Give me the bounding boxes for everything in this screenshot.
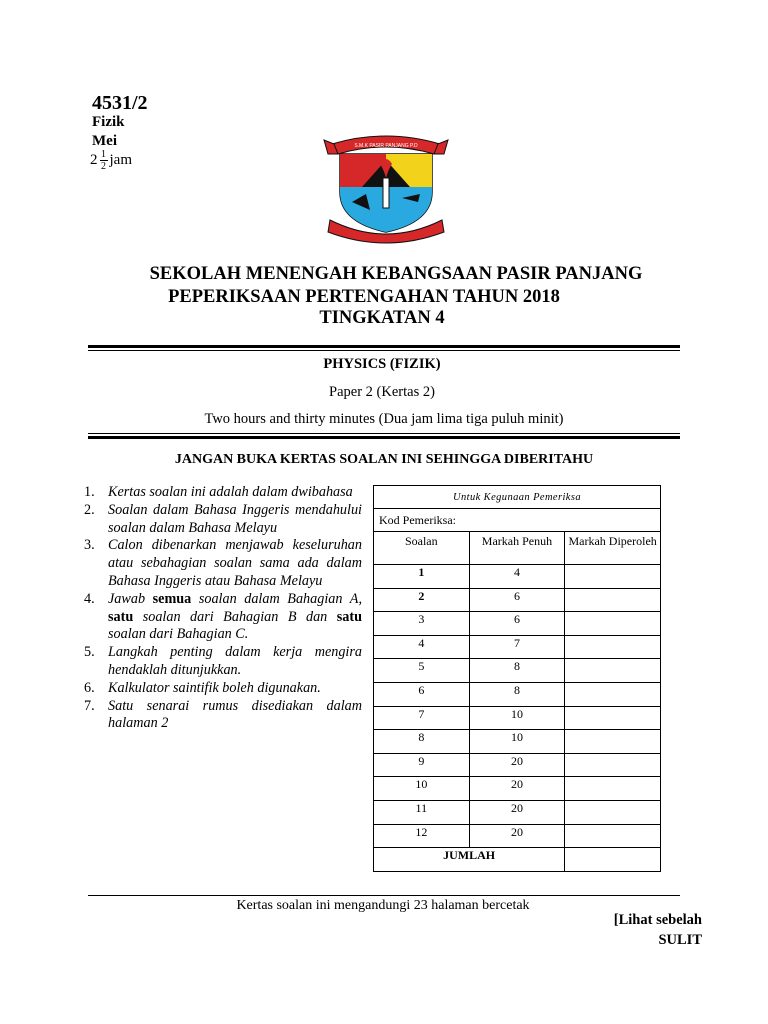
- marks-obtained-cell[interactable]: [565, 635, 661, 659]
- question-number-cell: 3: [374, 612, 470, 636]
- list-item: [84, 698, 362, 734]
- full-marks-cell: 6: [469, 612, 565, 636]
- question-number-cell: 11: [374, 800, 470, 824]
- total-marks-cell[interactable]: [565, 848, 661, 872]
- item-text-part: soalan dari Bahagian C.: [108, 626, 249, 643]
- warning-notice: JANGAN BUKA KERTAS SOALAN INI SEHINGGA DIBERITAHU: [174, 452, 594, 467]
- marks-obtained-cell[interactable]: [565, 565, 661, 589]
- page-count-note: Kertas soalan ini mengandungi 23 halaman bercetak: [236, 898, 530, 913]
- question-number-cell: 2: [374, 588, 470, 612]
- full-marks-cell: 20: [469, 824, 565, 848]
- duration-unit: jam: [109, 152, 132, 168]
- fraction-denominator: 2: [101, 161, 106, 172]
- list-item: [84, 591, 362, 644]
- question-number-cell: 7: [374, 706, 470, 730]
- table-row: [374, 565, 661, 589]
- full-marks-cell: 4: [469, 565, 565, 589]
- marks-obtained-cell[interactable]: [565, 612, 661, 636]
- item-text: Satu senarai rumus disediakan dalam halaman 2: [108, 697, 362, 732]
- table-caption: Untuk Kegunaan Pemeriksa: [374, 486, 661, 509]
- duration-whole: 2: [90, 152, 98, 168]
- question-number-cell: 12: [374, 824, 470, 848]
- full-marks-cell: 8: [469, 682, 565, 706]
- item-number: 7.: [84, 697, 95, 714]
- item-text: Kalkulator saintifik boleh digunakan.: [108, 679, 321, 696]
- item-number: 6.: [84, 679, 95, 696]
- school-name: SEKOLAH MENENGAH KEBANGSAAN PASIR PANJANG: [149, 264, 643, 284]
- question-number-cell: 9: [374, 753, 470, 777]
- paper-code: 4531/2: [92, 92, 148, 114]
- question-number-cell: 1: [374, 565, 470, 589]
- item-text: [108, 591, 362, 644]
- marks-obtained-cell[interactable]: [565, 753, 661, 777]
- divider-thin: [88, 433, 680, 434]
- item-text: Soalan dalam Bahasa Inggeris mendahului soalan dalam Bahasa Melayu: [108, 501, 362, 536]
- item-text-part: soalan dalam Bahagian A,: [191, 590, 362, 607]
- month-label: Mei: [92, 133, 117, 149]
- exam-title: PEPERIKSAAN PERTENGAHAN TAHUN 2018: [168, 287, 560, 307]
- marks-obtained-cell[interactable]: [565, 659, 661, 683]
- subject-label: Fizik: [92, 114, 125, 130]
- table-row: [374, 659, 661, 683]
- table-row: [374, 824, 661, 848]
- duration-label: [90, 150, 132, 171]
- full-marks-cell: 7: [469, 635, 565, 659]
- full-marks-cell: 20: [469, 753, 565, 777]
- list-item: [84, 537, 362, 590]
- marks-obtained-cell[interactable]: [565, 824, 661, 848]
- question-number-cell: 4: [374, 635, 470, 659]
- footer-divider: [88, 895, 680, 896]
- table-row: [374, 730, 661, 754]
- marks-obtained-cell[interactable]: [565, 706, 661, 730]
- list-item: [84, 484, 362, 502]
- marks-obtained-cell[interactable]: [565, 588, 661, 612]
- item-text-emphasis: satu: [108, 608, 134, 625]
- item-text-emphasis: satu: [336, 608, 362, 625]
- full-marks-cell: 20: [469, 800, 565, 824]
- paper-title: PHYSICS (FIZIK): [323, 356, 441, 372]
- list-item: [84, 502, 362, 538]
- item-number: 1.: [84, 484, 95, 500]
- item-text: Calon dibenarkan menjawab keseluruhan atau sebahagian soalan sama ada dalam Bahasa Inggeris atau Bahasa Melayu: [108, 537, 362, 589]
- column-header-marks-obtained: Markah Diperoleh: [565, 532, 661, 565]
- paper-time: Two hours and thirty minutes (Dua jam lima tiga puluh minit): [204, 411, 564, 427]
- divider-thick: [88, 345, 680, 348]
- marks-obtained-cell[interactable]: [565, 682, 661, 706]
- examiner-code-field[interactable]: Kod Pemeriksa:: [374, 509, 661, 532]
- item-text-part: Jawab: [108, 590, 153, 607]
- full-marks-cell: 20: [469, 777, 565, 801]
- item-number: 2.: [84, 501, 95, 518]
- examiner-marks-table: [373, 485, 661, 872]
- marks-obtained-cell[interactable]: [565, 800, 661, 824]
- list-item: [84, 644, 362, 680]
- table-row: [374, 706, 661, 730]
- question-number-cell: 5: [374, 659, 470, 683]
- item-text: Kertas soalan ini adalah dalam dwibahasa: [108, 484, 353, 500]
- see-next-page: [Lihat sebelah: [613, 912, 702, 928]
- fraction-numerator: 1: [101, 149, 106, 160]
- table-row: [374, 753, 661, 777]
- school-crest-logo: [322, 132, 450, 244]
- table-row: [374, 612, 661, 636]
- duration-fraction: [100, 150, 108, 171]
- full-marks-cell: 10: [469, 706, 565, 730]
- paper-number: Paper 2 (Kertas 2): [329, 384, 435, 400]
- list-item: [84, 680, 362, 698]
- table-row: [374, 635, 661, 659]
- full-marks-cell: 8: [469, 659, 565, 683]
- table-row: [374, 682, 661, 706]
- table-row: [374, 777, 661, 801]
- instructions-list: [84, 484, 362, 733]
- item-number: 3.: [84, 537, 95, 554]
- total-label: JUMLAH: [374, 848, 565, 872]
- table-row: [374, 588, 661, 612]
- item-text-emphasis: semua: [152, 590, 192, 607]
- question-number-cell: 10: [374, 777, 470, 801]
- item-number: 4.: [84, 590, 95, 607]
- column-header-full-marks: Markah Penuh: [469, 532, 565, 565]
- question-number-cell: 8: [374, 730, 470, 754]
- full-marks-cell: 6: [469, 588, 565, 612]
- item-text-part: soalan dari Bahagian B dan: [133, 608, 337, 625]
- marks-obtained-cell[interactable]: [565, 777, 661, 801]
- column-header-question: Soalan: [374, 532, 470, 565]
- confidential-label: SULIT: [658, 932, 702, 948]
- table-row: [374, 800, 661, 824]
- divider-thin: [88, 350, 680, 351]
- full-marks-cell: 10: [469, 730, 565, 754]
- svg-text:S.M.K PASIR PANJANG P.D: S.M.K PASIR PANJANG P.D: [354, 143, 418, 149]
- item-number: 5.: [84, 644, 95, 661]
- item-text: Langkah penting dalam kerja mengira hendaklah ditunjukkan.: [108, 644, 362, 678]
- form-level: TINGKATAN 4: [319, 308, 445, 328]
- question-number-cell: 6: [374, 682, 470, 706]
- marks-obtained-cell[interactable]: [565, 730, 661, 754]
- divider-thick: [88, 436, 680, 439]
